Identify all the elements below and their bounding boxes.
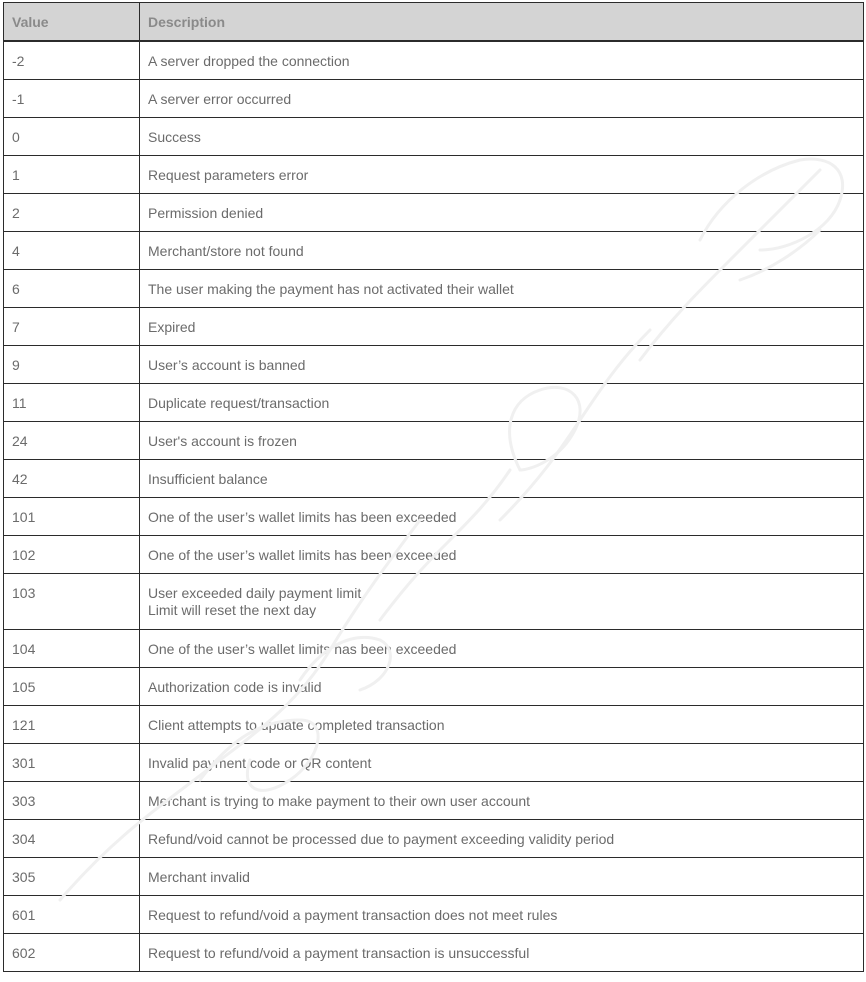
code-description-cell: [140, 933, 864, 971]
code-description-cell: [140, 667, 864, 705]
code-description-cell: [140, 781, 864, 819]
code-value-cell: 24: [4, 421, 140, 459]
description-line: A server dropped the connection: [148, 53, 350, 69]
code-value-cell: 104: [4, 629, 140, 667]
description-line: Expired: [148, 318, 196, 335]
column-header-value: Value: [4, 3, 140, 42]
code-description-cell: [140, 117, 864, 155]
code-description-cell: [140, 41, 864, 79]
code-value-cell: 4: [4, 231, 140, 269]
description-line: Request to refund/void a payment transaction is unsuccessful: [148, 944, 530, 961]
code-description-cell: [140, 193, 864, 231]
code-value-cell: 102: [4, 535, 140, 573]
table-row: [4, 819, 864, 857]
table-row: [4, 857, 864, 895]
column-header-description: Description: [140, 3, 864, 42]
code-value-cell: 42: [4, 459, 140, 497]
description-line: Merchant is trying to make payment to their own user account: [148, 792, 531, 809]
code-description-cell: [140, 705, 864, 743]
description-line: Refund/void cannot be processed due to payment exceeding validity period: [148, 830, 615, 847]
table-row: [4, 743, 864, 781]
code-description-cell: [140, 535, 864, 573]
code-description-cell: [140, 421, 864, 459]
code-value-cell: 7: [4, 307, 140, 345]
table-row: [4, 667, 864, 705]
description-line: Merchant/store not found: [148, 242, 304, 259]
table-row: [4, 345, 864, 383]
code-description-cell: [140, 497, 864, 535]
table-row: [4, 421, 864, 459]
table-row: [4, 459, 864, 497]
description-line: Permission denied: [148, 204, 264, 221]
description-line: One of the user’s wallet limits has been exceeded: [148, 640, 457, 657]
description-line: The user making the payment has not activated their wallet: [148, 280, 514, 297]
code-value-cell: 1: [4, 155, 140, 193]
table-row: [4, 231, 864, 269]
code-value-cell: 9: [4, 345, 140, 383]
code-value-cell: 0: [4, 117, 140, 155]
description-line: User’s account is banned: [148, 356, 306, 373]
table-row: [4, 933, 864, 971]
description-line: User's account is frozen: [148, 432, 297, 449]
code-description-cell: [140, 307, 864, 345]
code-description-cell: [140, 155, 864, 193]
code-description-cell: [140, 231, 864, 269]
table-row: [4, 41, 864, 79]
code-value-cell: -2: [4, 41, 140, 79]
table-row: [4, 497, 864, 535]
description-line: Limit will reset the next day: [148, 601, 317, 618]
table-row: [4, 383, 864, 421]
code-description-cell: [140, 383, 864, 421]
table-header-row: [4, 3, 864, 42]
table-row: [4, 307, 864, 345]
code-value-cell: 305: [4, 857, 140, 895]
description-line: Request to refund/void a payment transaction does not meet rules: [148, 906, 558, 923]
code-description-cell: [140, 269, 864, 307]
code-description-cell: [140, 743, 864, 781]
code-description-cell: [140, 79, 864, 117]
description-line: Duplicate request/transaction: [148, 394, 330, 411]
code-description-cell: [140, 895, 864, 933]
code-value-cell: 601: [4, 895, 140, 933]
description-line: One of the user’s wallet limits has been exceeded: [148, 508, 457, 525]
code-description-cell: [140, 857, 864, 895]
table-row: [4, 535, 864, 573]
table-row: [4, 155, 864, 193]
description-line: Request parameters error: [148, 166, 309, 183]
description-line: One of the user’s wallet limits has been exceeded: [148, 546, 457, 563]
code-value-cell: 6: [4, 269, 140, 307]
code-value-cell: 103: [4, 573, 140, 629]
code-value-cell: 303: [4, 781, 140, 819]
description-line: Invalid payment code or QR content: [148, 754, 372, 771]
table-row: [4, 269, 864, 307]
table-body: [4, 41, 864, 971]
description-line: A server error occurred: [148, 90, 292, 107]
table-row: [4, 629, 864, 667]
table-row: [4, 705, 864, 743]
code-description-cell: [140, 459, 864, 497]
code-description-cell: [140, 573, 864, 629]
code-value-cell: 101: [4, 497, 140, 535]
description-line: Authorization code is invalid: [148, 678, 322, 695]
error-codes-table: [3, 2, 864, 972]
code-value-cell: 105: [4, 667, 140, 705]
code-value-cell: 121: [4, 705, 140, 743]
table-row: [4, 193, 864, 231]
code-value-cell: 2: [4, 193, 140, 231]
code-description-cell: [140, 629, 864, 667]
table-row: [4, 573, 864, 629]
code-value-cell: 11: [4, 383, 140, 421]
table-row: [4, 117, 864, 155]
description-line: User exceeded daily payment limit: [148, 584, 362, 601]
code-description-cell: [140, 345, 864, 383]
table-row: [4, 895, 864, 933]
description-line: Insufficient balance: [148, 470, 268, 487]
code-value-cell: -1: [4, 79, 140, 117]
code-value-cell: 301: [4, 743, 140, 781]
table-row: [4, 79, 864, 117]
description-line: Success: [148, 128, 201, 145]
code-value-cell: 304: [4, 819, 140, 857]
description-line: Merchant invalid: [148, 868, 250, 885]
table-row: [4, 781, 864, 819]
code-description-cell: [140, 819, 864, 857]
description-line: Client attempts to update completed transaction: [148, 716, 445, 733]
code-value-cell: 602: [4, 933, 140, 971]
